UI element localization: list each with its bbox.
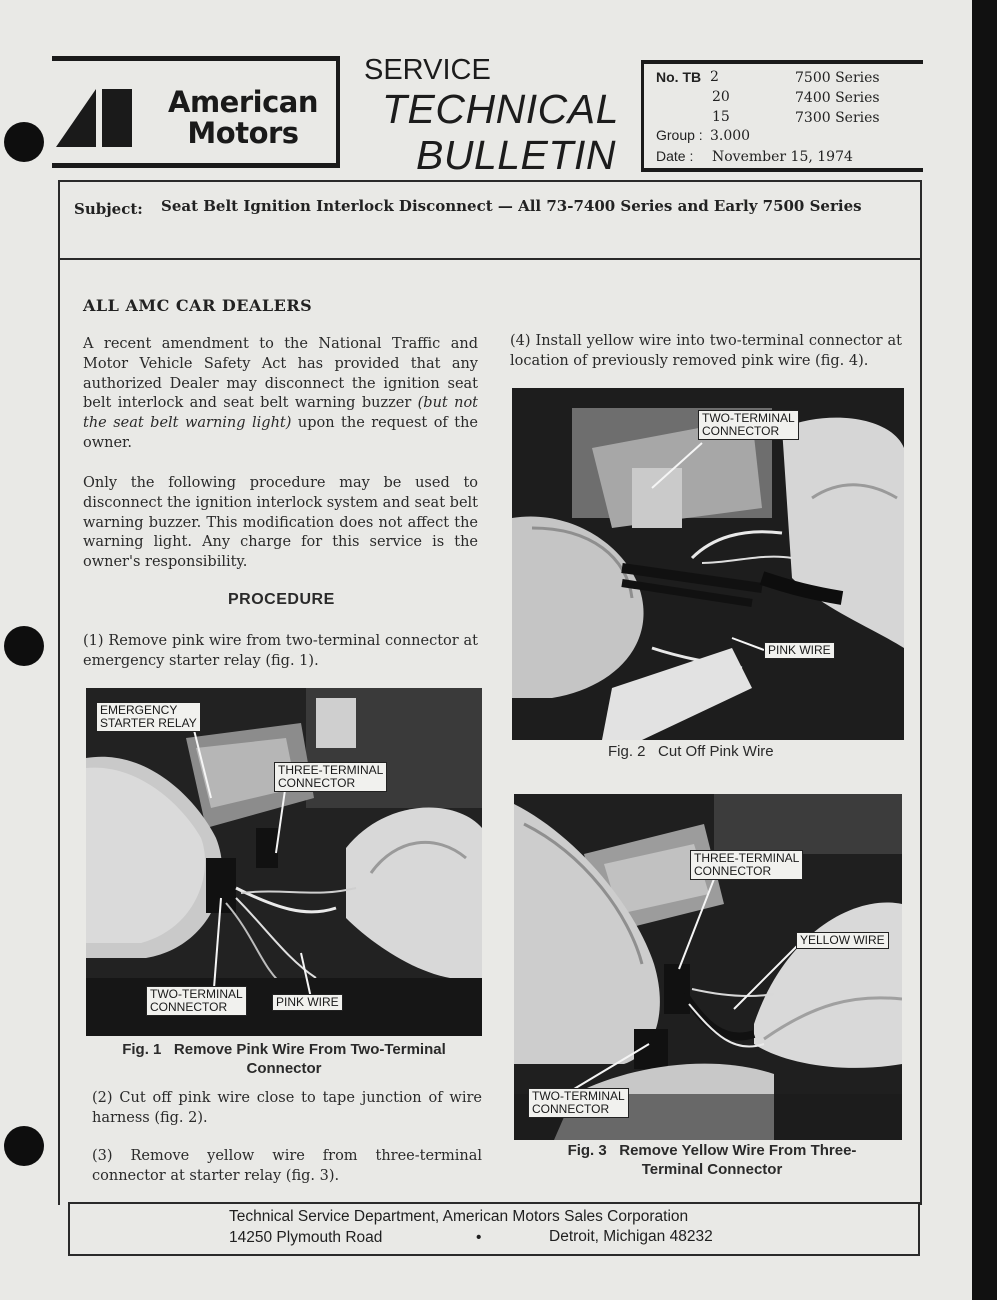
date-value: November 15, 1974	[712, 149, 853, 165]
series-2: 7400 Series	[795, 90, 880, 106]
title-bulletin: BULLETIN	[416, 132, 616, 178]
bulletin-number-3: 15	[712, 109, 730, 125]
label-emergency-starter-relay: EMERGENCY STARTER RELAY	[96, 702, 201, 732]
figure-1-number: Fig. 1	[122, 1041, 162, 1058]
figure-1-caption-text: Remove Pink Wire From Two-Terminal Connector	[173, 1041, 446, 1077]
figure-2-caption-text: Cut Off Pink Wire	[658, 743, 774, 760]
bulletin-number-2: 20	[712, 89, 730, 105]
brand-logo-box	[52, 56, 340, 168]
brand-line-2: Motors	[187, 116, 299, 150]
figure-3-photo	[514, 794, 902, 1140]
step-2: (2) Cut off pink wire close to tape junction of wire harness (fig. 2).	[92, 1090, 482, 1126]
label-three-terminal-connector: THREE-TERMINAL CONNECTOR	[690, 850, 803, 880]
figure-1-caption	[98, 1040, 470, 1078]
label-two-terminal-connector: TWO-TERMINAL CONNECTOR	[698, 410, 799, 440]
label-pink-wire: PINK WIRE	[764, 642, 835, 659]
figure-3-caption-text: Remove Yellow Wire From Three-Terminal Connector	[619, 1142, 857, 1178]
binder-hole-top	[4, 122, 44, 162]
paragraph-1-emphasis: (but not the seat belt warning light)	[83, 395, 478, 432]
subject-text: Seat Belt Ignition Interlock Disconnect — All 73-7400 Series and Early 7500 Series	[161, 197, 862, 215]
brand-line-1: American	[168, 85, 318, 119]
footer-address: 14250 Plymouth Road	[229, 1229, 383, 1246]
figure-3-number: Fig. 3	[567, 1142, 607, 1159]
subject-box	[58, 180, 922, 260]
label-three-terminal-connector: THREE-TERMINAL CONNECTOR	[274, 762, 387, 792]
bulletin-number-label: No. TB	[656, 69, 702, 85]
group-label: Group :	[656, 127, 703, 143]
title-service: SERVICE	[364, 54, 491, 86]
step-3: (3) Remove yellow wire from three-terminal connector at starter relay (fig. 3).	[92, 1148, 482, 1184]
salutation: ALL AMC CAR DEALERS	[83, 296, 313, 315]
brand-name	[148, 87, 338, 149]
subject-label: Subject:	[74, 200, 143, 218]
paragraph-1-end: upon the request of the owner.	[83, 415, 479, 451]
label-pink-wire: PINK WIRE	[272, 994, 343, 1011]
footer-city: Detroit, Michigan 48232	[549, 1228, 713, 1245]
step-1: (1) Remove pink wire from two-terminal connector at emergency starter relay (fig. 1).	[83, 633, 478, 669]
american-motors-logo-icon	[56, 89, 136, 147]
label-yellow-wire: YELLOW WIRE	[796, 932, 889, 949]
procedure-heading: PROCEDURE	[228, 591, 335, 608]
group-value: 3.000	[710, 128, 751, 144]
paragraph-1	[83, 335, 478, 454]
bulletin-info-box	[641, 60, 923, 172]
paragraph-2: Only the following procedure may be used to disconnect the ignition interlock system and seat belt warning buzzer. This modification does not affect the warning light. Any charge for this service is the owner's responsibility.	[83, 475, 478, 571]
figure-1-photo	[86, 688, 482, 1036]
figure-1-image	[86, 688, 482, 1036]
step-4: (4) Install yellow wire into two-terminal connector at location of previously removed pink wire (fig. 4).	[510, 333, 902, 369]
figure-2-image	[512, 388, 904, 740]
footer-bullet: •	[476, 1229, 482, 1246]
date-label: Date :	[656, 148, 694, 164]
figure-2-photo	[512, 388, 904, 740]
figure-3-caption	[544, 1141, 880, 1179]
label-two-terminal-connector: TWO-TERMINAL CONNECTOR	[146, 986, 247, 1016]
binder-hole-bottom	[4, 1126, 44, 1166]
label-two-terminal-connector: TWO-TERMINAL CONNECTOR	[528, 1088, 629, 1118]
title-technical: TECHNICAL	[382, 86, 619, 132]
binder-hole-middle	[4, 626, 44, 666]
paragraph-1-text: A recent amendment to the National Traffic and Motor Vehicle Safety Act has provided that any authorized Dealer may disconnect the ignition seat belt interlock and seat belt warning buzzer	[83, 336, 478, 412]
figure-2-caption	[608, 743, 774, 760]
bulletin-number-1: 2	[710, 69, 719, 85]
figure-2-number: Fig. 2	[608, 743, 646, 760]
series-3: 7300 Series	[795, 110, 880, 126]
series-1: 7500 Series	[795, 70, 880, 86]
footer-department: Technical Service Department, American Motors Sales Corporation	[229, 1208, 689, 1225]
